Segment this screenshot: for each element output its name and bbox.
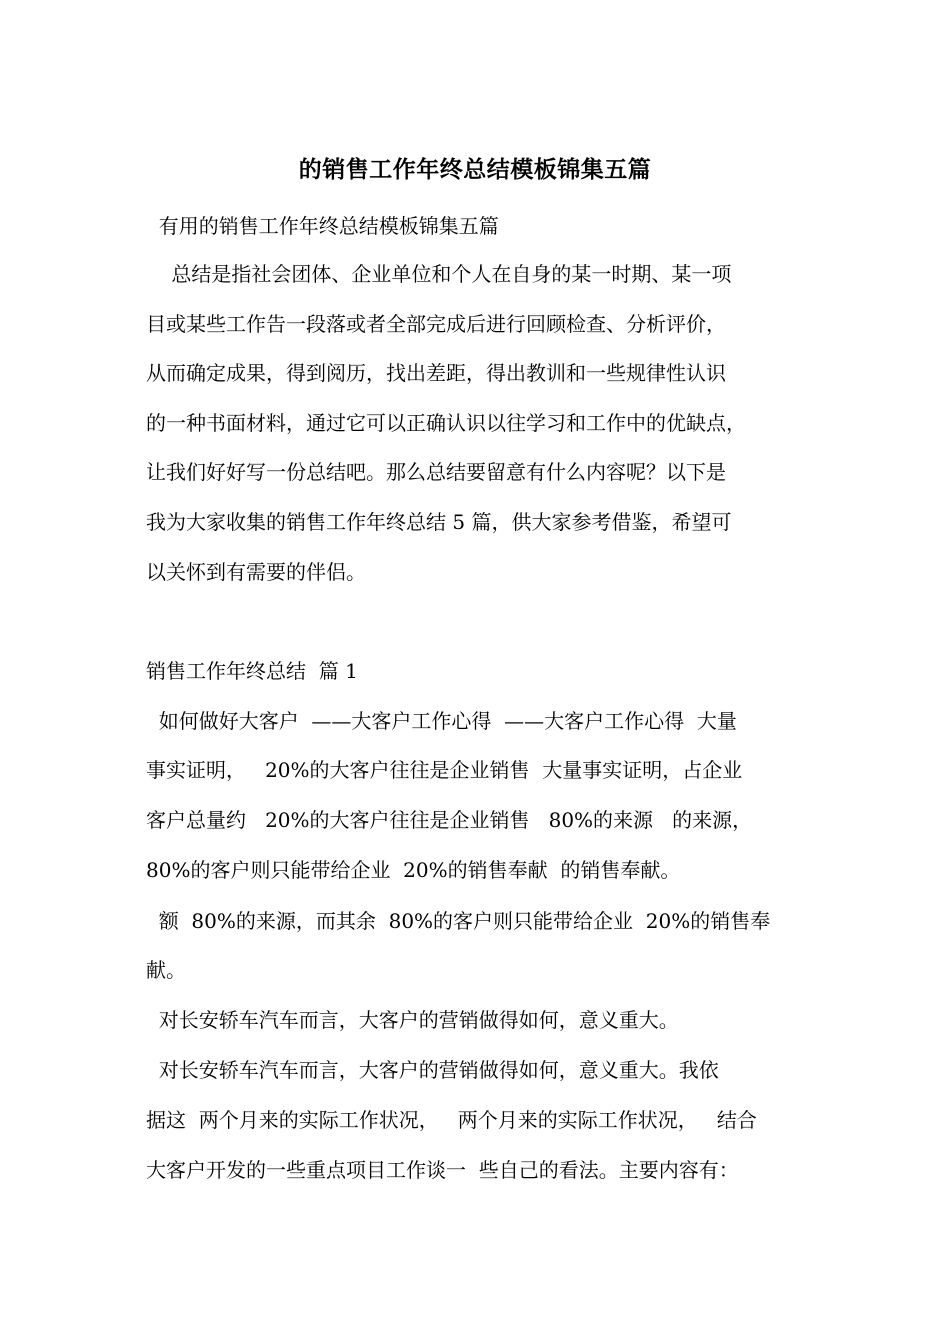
text-line: 对长安轿车汽车而言，大客户的营销做得如何，意义重大。 [146,1008,679,1032]
section-heading: 销售工作年终总结 篇 1 [146,659,358,683]
text-line: 总结是指社会团体、企业单位和个人在自身的某一时期、某一项 [146,262,732,286]
text-line: 如何做好大客户 ——大客户工作心得 ——大客户工作心得 大量 [146,709,737,733]
text-line: 我为大家收集的销售工作年终总结 5 篇，供大家参考借鉴，希望可 [146,510,732,534]
text-line: 80%的客户则只能带给企业 20%的销售奉献 的销售奉献。 [146,858,681,882]
text-line: 有用的销售工作年终总结模板锦集五篇 [146,214,499,238]
text-line: 据这 两个月来的实际工作状况， 两个月来的实际工作状况， 结合 [146,1108,757,1132]
text-line: 以关怀到有需要的伴侣。 [146,560,366,584]
text-line: 客户总量约 20%的大客户往往是企业销售 80%的来源 的来源， [146,808,753,832]
text-line: 对长安轿车汽车而言，大客户的营销做得如何，意义重大。我依 [146,1058,719,1082]
text-line: 目或某些工作告一段落或者全部完成后进行回顾检查、分析评价， [146,312,726,336]
text-line: 大客户开发的一些重点项目工作谈一 些自己的看法。主要内容有： [146,1158,739,1182]
text-line: 献。 [146,958,186,982]
text-line: 从而确定成果，得到阅历，找出差距，得出教训和一些规律性认识 [146,361,726,385]
document-title: 的销售工作年终总结模板锦集五篇 [298,156,652,183]
text-line: 让我们好好写一份总结吧。那么总结要留意有什么内容呢？以下是 [146,460,726,484]
text-line: 额 80%的来源，而其余 80%的客户则只能带给企业 20%的销售奉 [146,909,771,933]
text-line: 事实证明， 20%的大客户往往是企业销售 大量事实证明，占企业 [146,758,743,782]
text-line: 的一种书面材料，通过它可以正确认识以往学习和工作中的优缺点， [146,411,746,435]
